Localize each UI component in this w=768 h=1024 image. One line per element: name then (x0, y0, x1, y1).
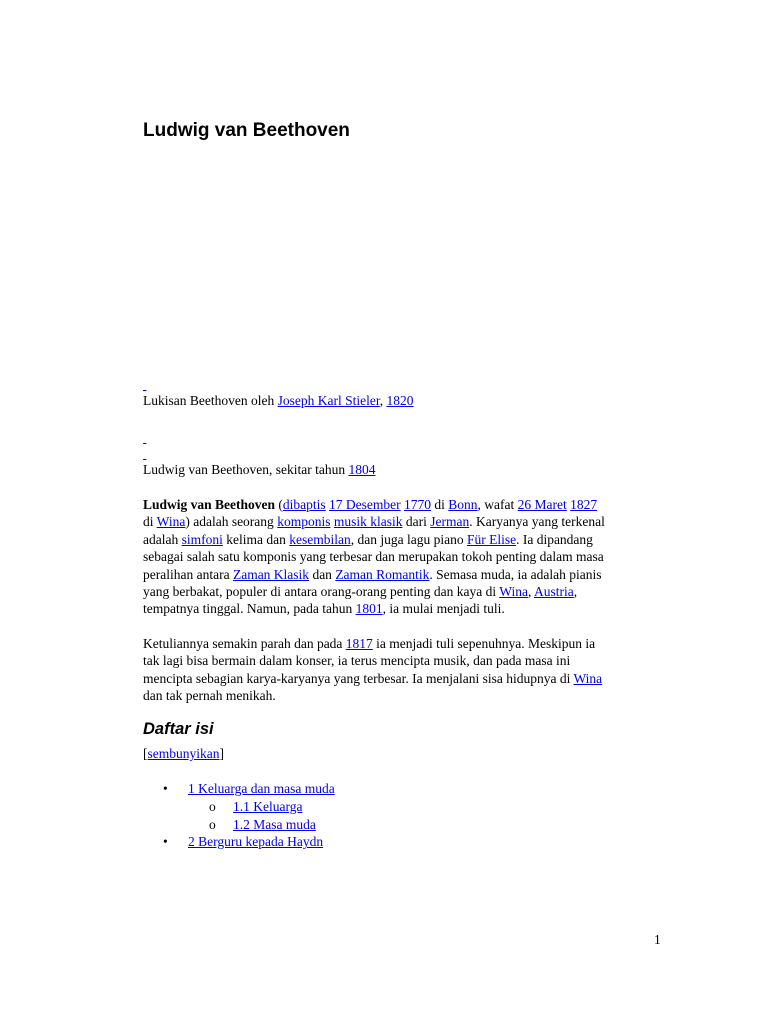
link-1801[interactable]: 1801 (355, 601, 383, 617)
image-anchor-link-3[interactable] (143, 449, 146, 459)
link-bonn[interactable]: Bonn (448, 497, 478, 512)
toc-link-keluarga-dan-masa-muda[interactable]: 1 Keluarga dan masa muda (188, 781, 335, 796)
link-komponis[interactable]: komponis (277, 514, 331, 530)
link-fur-elise[interactable]: Für Elise (466, 531, 517, 547)
link-musik-klasik[interactable]: musik klasik (333, 514, 403, 530)
link-1820[interactable]: 1820 (386, 393, 414, 408)
link-wina[interactable]: Wina (156, 514, 186, 530)
link-zaman-romantik[interactable]: Zaman Romantik (335, 566, 430, 582)
deafness-paragraph: Ketuliannya semakin parah dan pada 1817 ia menjadi tuli sepenuhnya. Meskipun ia tak lagi bisa bermain dalam konser, ia terus mencipta musik, dan pada masa ini mencipta sebagian karya-karyanya yang terbesar. Ia menjalani sisa hidupnya di Wina dan tak pernah menikah. (143, 636, 603, 704)
link-simfoni[interactable]: simfoni (181, 531, 223, 547)
link-1827[interactable]: 1827 (570, 497, 598, 512)
link-kesembilan[interactable]: kesembilan (289, 531, 351, 547)
sub-bullet-icon: o (209, 816, 216, 832)
image-anchor-link-1[interactable] (143, 380, 146, 390)
link-17-desember[interactable]: 17 Desember (329, 497, 401, 512)
link-1770[interactable]: 1770 (404, 497, 432, 512)
page-title: Ludwig van Beethoven (143, 120, 350, 141)
toc-link-berguru-kepada-haydn[interactable]: 2 Berguru kepada Haydn (188, 834, 324, 850)
link-dibaptis[interactable]: dibaptis (282, 497, 326, 512)
link-1804[interactable]: 1804 (348, 462, 376, 477)
bullet-icon: • (163, 834, 168, 850)
image-anchor-link-2[interactable] (143, 433, 146, 443)
link-wina-2[interactable]: Wina (499, 584, 528, 600)
link-stieler[interactable]: Joseph Karl Stieler (277, 393, 380, 408)
toc-link-masa-muda[interactable]: 1.2 Masa muda (233, 816, 316, 832)
toc-hide-link[interactable]: sembunyikan (147, 746, 220, 761)
link-26-maret[interactable]: 26 Maret (517, 497, 567, 512)
image-caption-1: Lukisan Beethoven oleh Joseph Karl Stieler, 1820 (143, 393, 414, 408)
bullet-icon: • (163, 781, 168, 796)
subject-bold: Ludwig van Beethoven (143, 497, 276, 512)
intro-paragraph: Ludwig van Beethoven (dibaptis 17 Desember 1770 di Bonn, wafat 26 Maret 1827 di Wina) adalah seorang komponis musik klasik dari Jerman. Karyanya yang terkenal adalah simfoni kelima dan kesembilan, dan juga lagu piano Für Elise. Ia dipandang sebagai salah satu komponis yang terbesar dan merupakan tokoh penting dalam masa peralihan antara Zaman Klasik dan Zaman Romantik. Semasa muda, ia adalah pianis yang berbakat, populer di antara orang-orang penting dan kaya di Wina, Austria, tempatnya tinggal. Namun, pada tahun 1801, ia mulai menjadi tuli. (143, 497, 605, 617)
link-wina-3[interactable]: Wina (573, 670, 603, 686)
link-zaman-klasik[interactable]: Zaman Klasik (232, 566, 310, 582)
sub-bullet-icon: o (209, 798, 216, 814)
link-jerman[interactable]: Jerman (430, 514, 470, 530)
toc-link-keluarga[interactable]: 1.1 Keluarga (233, 798, 303, 814)
image-caption-2: Ludwig van Beethoven, sekitar tahun 1804 (143, 462, 376, 477)
toc-heading: Daftar isi (143, 720, 214, 738)
page-number: 1 (654, 932, 661, 947)
link-1817[interactable]: 1817 (345, 636, 373, 651)
toc-toggle: [sembunyikan] (143, 746, 224, 761)
link-austria[interactable]: Austria (533, 584, 574, 600)
